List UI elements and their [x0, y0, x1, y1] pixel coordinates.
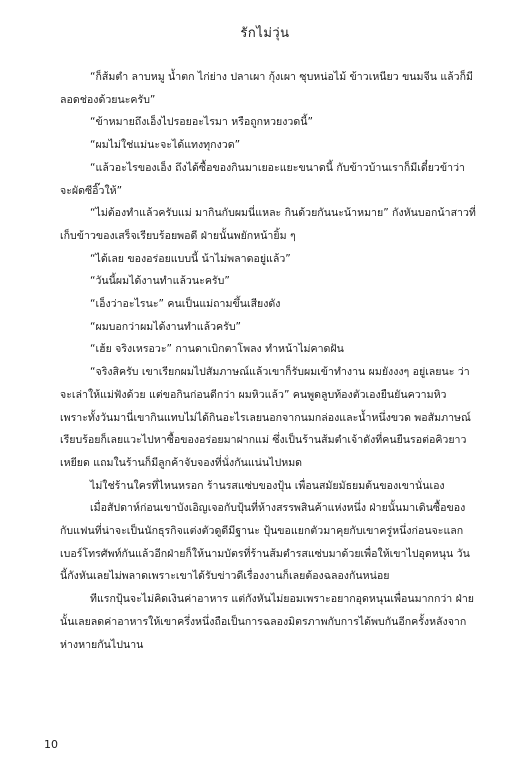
- paragraph: “ได้เลย ของอร่อยแบบนี้ น้าไม่พลาดอยู่แล้ว”: [90, 252, 291, 265]
- paragraph: “เอ็งว่าอะไรนะ” คนเป็นแม่ถามขึ้นเสียงดัง: [90, 298, 281, 311]
- paragraph: “ผมบอกว่าผมได้งานทำแล้วครับ”: [90, 320, 242, 333]
- paragraph: “ไม่ต้องทำแล้วครับแม่ มากินกับผมนี่แหละ กินด้วยกันนะน้าหมาย” กังหันบอกน้าสาวที่เก็บข้าวของเสร็จเรียบร้อยพอดี ฝ่ายนั้นพยักหน้ายิ้ม ๆ: [60, 207, 476, 242]
- running-header: รักไม่วุ่น: [240, 26, 290, 41]
- paragraph: “แล้วอะไรของเอ็ง ถึงได้ซื้อของกินมาเยอะแยะขนาดนี้ กับข้าวบ้านเราก็มีเดี๋ยวข้าว่าจะผัดซีอิ๊วให้”: [60, 161, 465, 197]
- page-number: 10: [44, 738, 58, 751]
- paragraph: เมื่อสัปดาห์ก่อนเขาบังเอิญเจอกับปุ้นที่ห้างสรรพสินค้าแห่งหนึ่ง ฝ่ายนั้นมาเดินซื้อของกับแฟนที่น่าจะเป็นนักธุรกิจแต่งตัวดูดีมีฐานะ ปุ้นขอแยกตัวมาคุยกับเขาครู่หนึ่งก่อนจะแลกเบอร์โทรศัพท์กันแล้วอีกฝ่ายก็ให้นามบัตรที่ร้านส้มตำรสแซ่บมาด้วยเพื่อให้เขาไปอุดหนุน วันนี้กังหันเลยไม่พลาดเพราะเขาได้รับข่าวดีเรื่องงานก็เลยต้องฉลองกันหน่อย: [60, 502, 470, 583]
- paragraph: “ผมไม่ใช่แม่นะจะได้แทงทุกงวด”: [90, 139, 241, 152]
- paragraph: “ข้าหมายถึงเอ็งไปรอยอะไรมา หรือถูกหวยงวดนี้”: [90, 116, 313, 129]
- paragraph: ไม่ใช่ร้านใครที่ไหนหรอก ร้านรสแซ่บของปุ้น เพื่อนสมัยมัธยมต้นของเขานั่นเอง: [90, 479, 445, 492]
- paragraph: “ก็ส้มตำ ลาบหมู น้ำตก ไก่ย่าง ปลาเผา กุ้งเผา ซุบหน่อไม้ ข้าวเหนียว ขนมจีน แล้วก็มีลอดช่องด้วยนะครับ”: [60, 71, 474, 106]
- paragraph: “จริงสิครับ เขาเรียกผมไปสัมภาษณ์แล้วเขาก็รับผมเข้าทำงาน ผมยังงงๆ อยู่เลยนะ ว่าจะเล่าให้แม่ฟังด้วย แต่ขอกินก่อนดีกว่า ผมหิวแล้ว” คนพูดลูบท้องตัวเองยืนยันความหิว เพราะทั้งวันมานี่เขากินแทบไม่ได้กินอะไรเลยนอกจากนมกล่องและน้ำหนึ่งขวด พอสัมภาษณ์เรียบร้อยก็เลยแวะไปหาซื้อของอร่อยมาฝากแม่ ซึ่งเป็นร้านส้มตำเจ้าดังที่คนยืนรอต่อคิวยาวเหยียด แถมในร้านก็มีลูกค้าจับจองที่นั่งกันแน่นไปหมด: [60, 366, 471, 469]
- body-text: [60, 66, 476, 656]
- paragraph: “วันนี้ผมได้งานทำแล้วนะครับ”: [90, 275, 230, 288]
- paragraph: “เฮ้ย จริงเหรอวะ” กานดาเบิกตาโพลง ทำหน้าไม่คาดฝัน: [90, 343, 344, 356]
- paragraph: ทีแรกปุ้นจะไม่คิดเงินค่าอาหาร แต่กังหันไม่ยอมเพราะอยากอุดหนุนเพื่อนมากกว่า ฝ่ายนั้นเลยลดค่าอาหารให้เขาครึ่งหนึ่งถือเป็นการฉลองมิตรภาพกับการได้พบกันอีกครั้งหลังจากห่างหายกันไปนาน: [60, 593, 474, 651]
